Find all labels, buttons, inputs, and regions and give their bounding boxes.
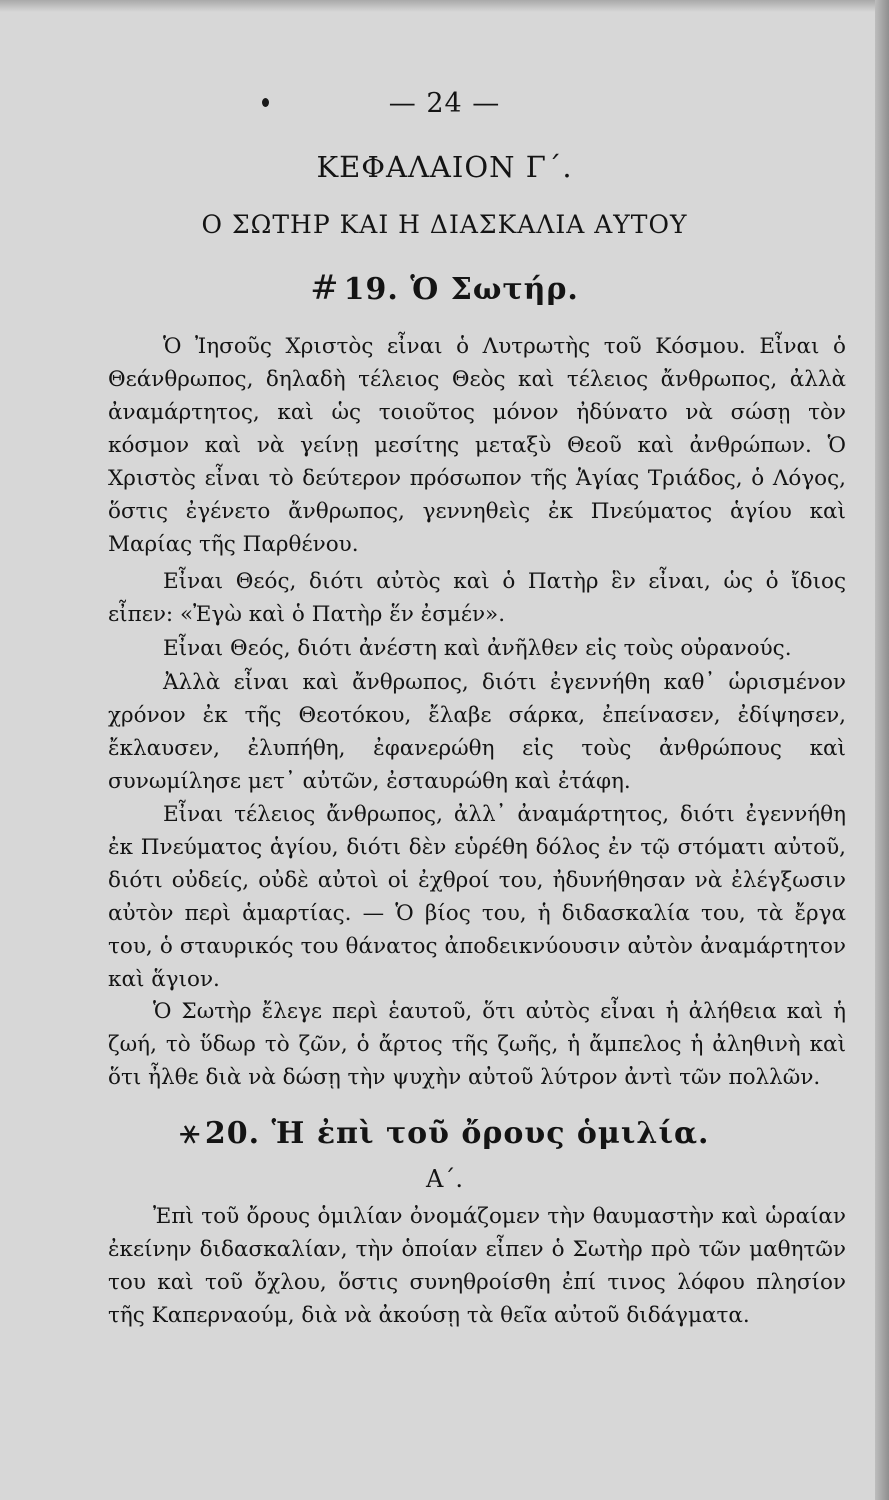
chapter-title: ΚΕΦΑΛΑΙΟΝ Γ΄. [316, 150, 573, 184]
section-20-heading [0, 1112, 889, 1152]
paragraph: Ἀλλὰ εἶναι καὶ ἄνθρωπος, διότι ἐγεννήθη καθ᾽ ὡρισμένον χρόνον ἐκ τῆς Θεοτόκου, ἔλαβε σάρκα, ἐπείνασεν, ἐδίψησεν, ἔκλαυσεν, ἐλυπήθη, ἐφανερώθη εἰς τοὺς ἀνθρώπους καὶ συνωμίλησε μετ᾽ αὐτῶν, ἐσταυρώθη καὶ ἐτάφη. [108, 670, 846, 794]
subsection-label: Α΄. [426, 1165, 463, 1193]
paragraph: Ὁ Σωτὴρ ἔλεγε περὶ ἑαυτοῦ, ὅτι αὐτὸς εἶναι ἡ ἀλήθεια καὶ ἡ ζωή, τὸ ὕδωρ τὸ ζῶν, ὁ ἄρτος τῆς ζωῆς, ἡ ἄμπελος ἡ ἀληθινὴ καὶ ὅτι ἦλθε διὰ νὰ δώσῃ τὴν ψυχὴν αὐτοῦ λύτρον ἀντὶ τῶν πολλῶν. [108, 999, 846, 1090]
section-heading: Ο ΣΩΤΗΡ ΚΑΙ Η ΔΙΑΣΚΑΛΙΑ ΑΥΤΟΥ [201, 210, 688, 239]
paragraph: Εἶναι Θεός, διότι ἀνέστη καὶ ἀνῆλθεν εἰς τοὺς οὐρανούς. [163, 636, 792, 661]
page-top-edge [0, 0, 889, 12]
section-19-heading [0, 268, 889, 308]
paragraph: Ἐπὶ τοῦ ὄρους ὁμιλίαν ὀνομάζομεν τὴν θαυμαστὴν καὶ ὡραίαν ἐκείνην διδασκαλίαν, τὴν ὁποίαν εἶπεν ὁ Σωτὴρ πρὸ τῶν μαθητῶν του καὶ τοῦ ὄχλου, ὅστις συνηθροίσθη ἐπί τινος λόφου πλησίον τῆς Καπερναούμ, διὰ νὰ ἀκούσῃ τὰ θεῖα αὐτοῦ διδάγματα. [108, 1204, 846, 1328]
paragraph: Ὁ Ἰησοῦς Χριστὸς εἶναι ὁ Λυτρωτὴς τοῦ Κόσμου. Εἶναι ὁ Θεάνθρωπος, δηλαδὴ τέλειος Θεὸς καὶ τέλειος ἄνθρωπος, ἀλλὰ ἀναμάρτητος, καὶ ὡς τοιοῦτος μόνον ἠδύνατο νὰ σώσῃ τὸν κόσμον καὶ νὰ γείνῃ μεσίτης μεταξὺ Θεοῦ καὶ ἀνθρώπων. Ὁ Χριστὸς εἶναι τὸ δεύτερον πρόσωπον τῆς Ἁγίας Τριάδος, ὁ Λόγος, ὅστις ἐγένετο ἄνθρωπος, γεννηθεὶς ἐκ Πνεύματος ἁγίου καὶ Μαρίας τῆς Παρθένου. [108, 334, 846, 557]
paragraph: Εἶναι τέλειος ἄνθρωπος, ἀλλ᾽ ἀναμάρτητος, διότι ἐγεννήθη ἐκ Πνεύματος ἁγίου, διότι δὲν εὑρέθη δόλος ἐν τῷ στόματι αὐτοῦ, διότι οὐδείς, οὐδὲ αὐτοὶ οἱ ἐχθροί του, ἠδυνήθησαν νὰ ἐλέγξωσιν αὐτὸν περὶ ἁμαρτίας. — Ὁ βίος του, ἡ διδασκαλία του, τὰ ἔργα του, ὁ σταυρικός του θάνατος ἀποδεικνύουσιν αὐτὸν ἀναμάρτητον καὶ ἅγιον. [108, 802, 846, 992]
paragraph: Εἶναι Θεός, διότι αὐτὸς καὶ ὁ Πατὴρ ἓν εἶναι, ὡς ὁ ἴδιος εἶπεν: «Ἐγὼ καὶ ὁ Πατὴρ ἕν ἐσμέν». [108, 569, 846, 627]
page-number: — 24 — [388, 88, 501, 119]
section-20-title: 20. Ἡ ἐπὶ τοῦ ὄρους ὁμιλία. [204, 1116, 710, 1151]
handwritten-mark: # [310, 268, 340, 308]
handwritten-mark: ⚹ [179, 1112, 201, 1152]
show-through-ink [189, 48, 204, 89]
section-19-title: 19. Ὁ Σωτήρ. [343, 272, 579, 307]
